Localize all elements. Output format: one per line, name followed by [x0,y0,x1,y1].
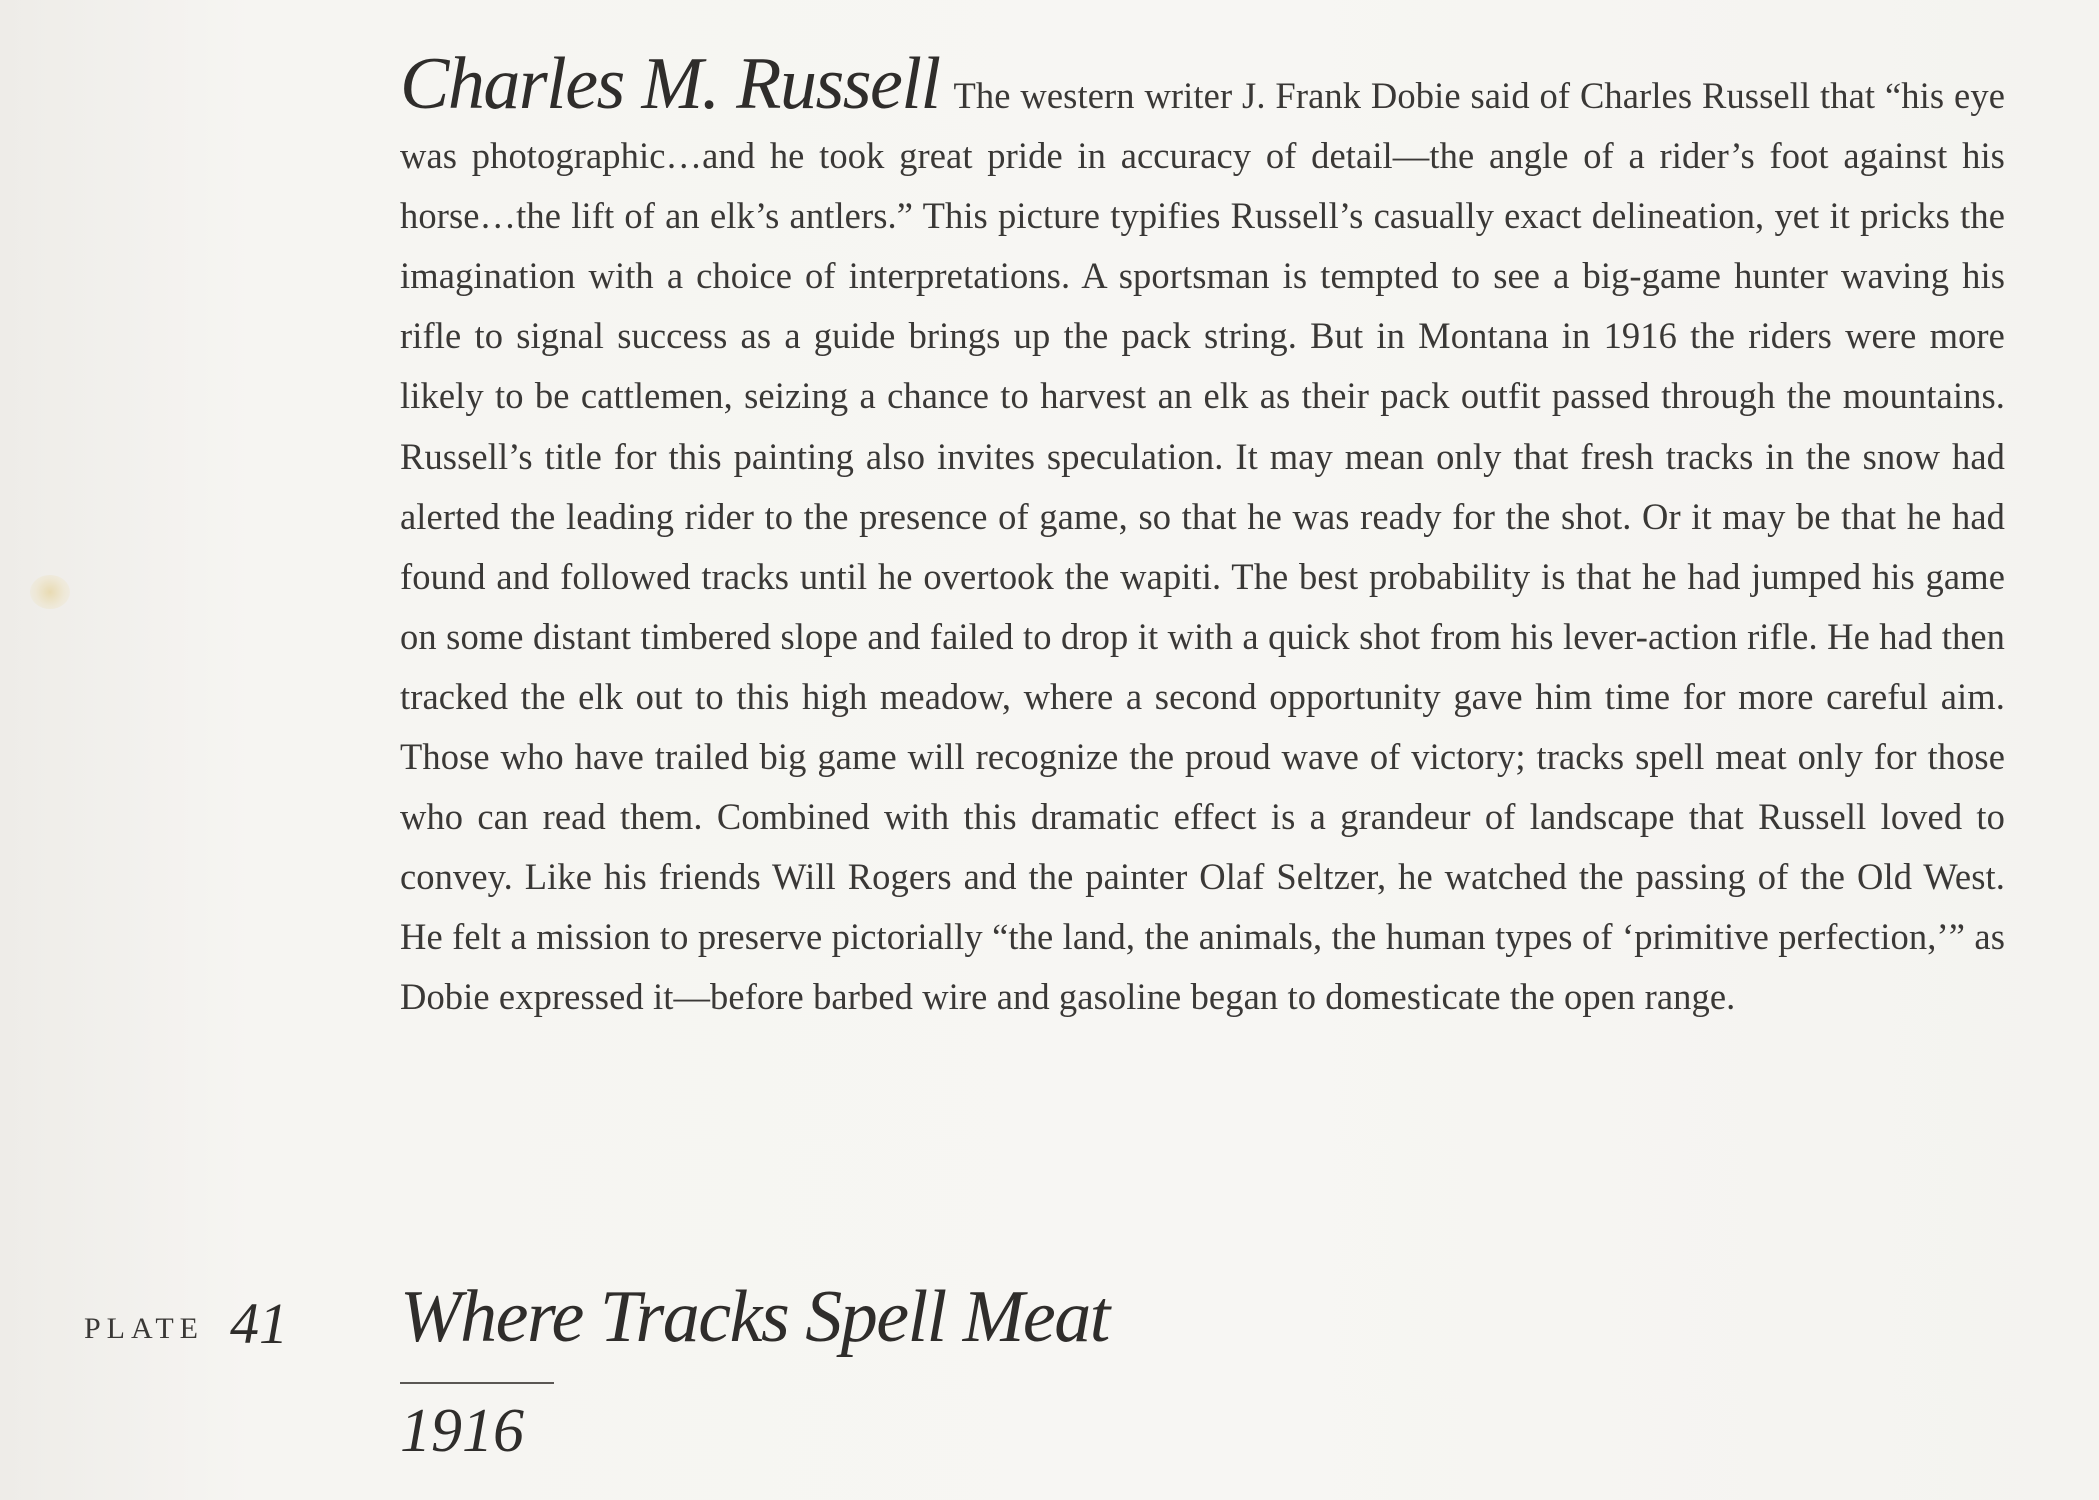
plate-number: 41 [230,1291,288,1356]
painting-title: Where Tracks Spell Meat [400,1276,1109,1358]
painting-year: 1916 [400,1397,524,1465]
title-divider [400,1382,554,1384]
essay-body: The western writer J. Frank Dobie said of Charles Russell that “his eye was photographic…and he took great pride in accuracy of detail—the angle of a rider’s foot against his horse…the lift of an elk’s antlers.” This picture typifies Russell’s casually exact delineation, yet it pricks the imagination with a choice of interpretations. A sportsman is tempted to see a big-game hunter waving his rifle to signal success as a guide brings up the pack string. But in Montana in 1916 the riders were more likely to be cattlemen, seizing a chance to harvest an elk as their pack outfit passed through the mountains. Russell’s title for this painting also invites speculation. It may mean only that fresh tracks in the snow had alerted the leading rider to the presence of game, so that he was ready for the shot. Or it may be that he had found and followed tracks until he overtook the wapiti. The best probability is that he had jumped his game on some distant timbered slope and failed to drop it with a quick shot from his lever-action rifle. He had then tracked the elk out to this high meadow, where a second opportunity gave him time for more careful aim. Those who have trailed big game will recognize the proud wave of victory; tracks spell meat only for those who can read them. Combined with this dramatic effect is a grandeur of landscape that Russell loved to convey. Like his friends Will Rogers and the painter Olaf Seltzer, he watched the passing of the Old West. He felt a mission to preserve pictorially “the land, the animals, the human types of ‘primitive perfection,’” as Dobie expressed it—before barbed wire and gasoline began to domesticate the open range. [400,75,2006,1018]
paper-stain [30,575,70,609]
plate-label: PLATE [84,1312,204,1345]
essay-paragraph [400,43,2006,1028]
artist-name: Charles M. Russell [400,43,940,125]
